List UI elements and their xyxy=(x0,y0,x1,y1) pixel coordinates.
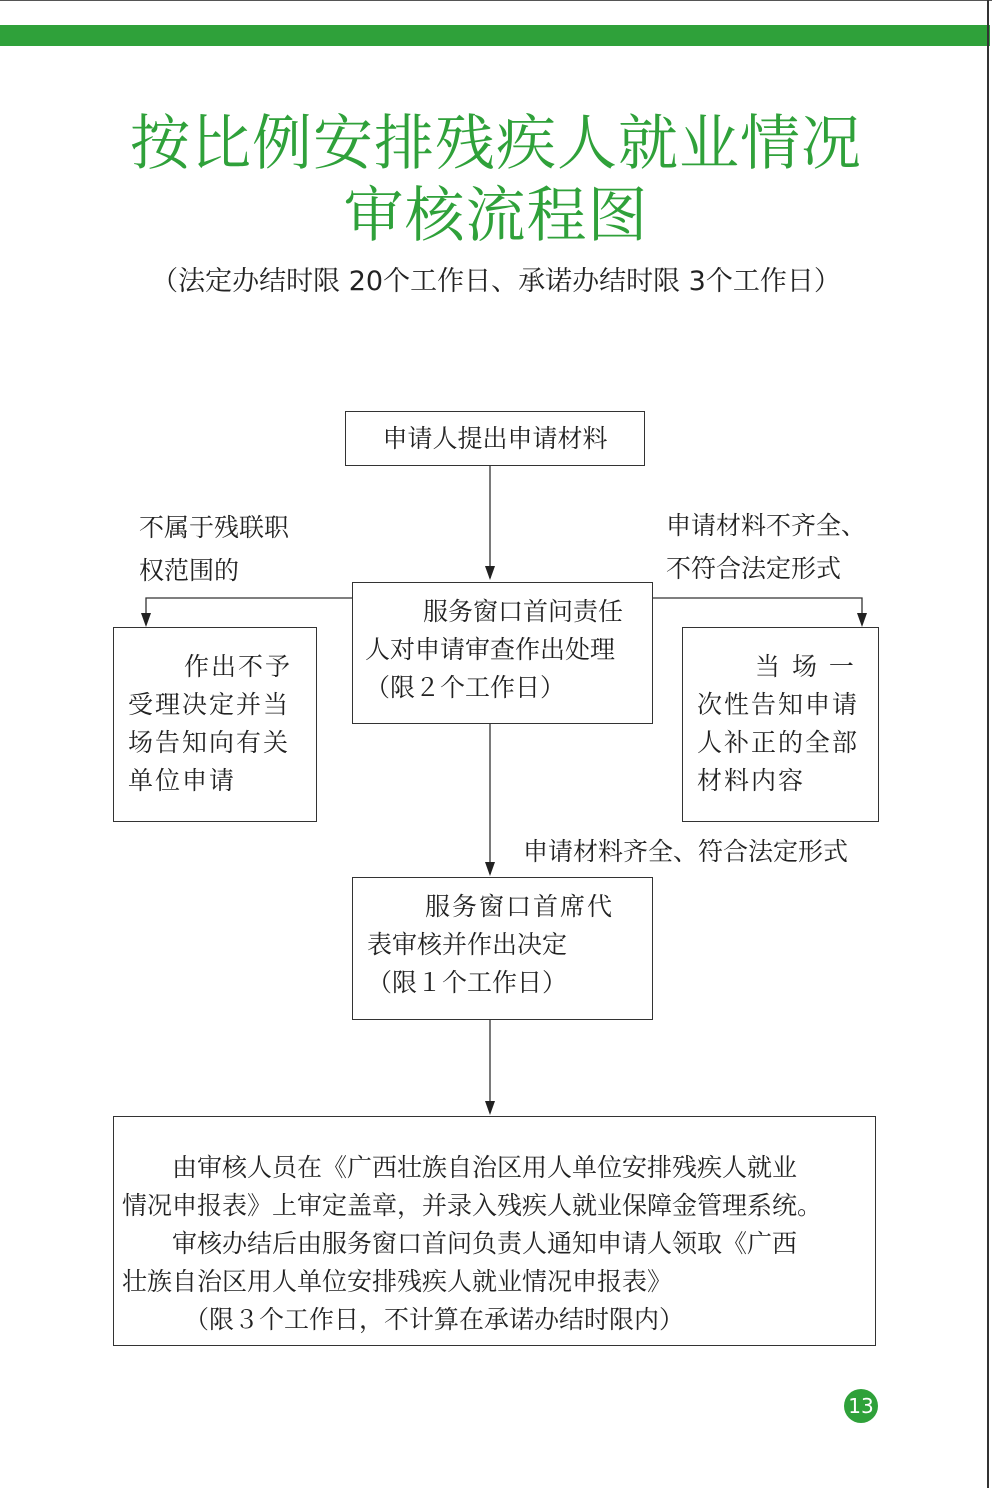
arrow-head-review xyxy=(485,566,495,580)
step-review-line: 人对申请审查作出处理 xyxy=(365,635,616,664)
branch-label-left-line: 权范围的 xyxy=(139,556,240,585)
step-decide-box xyxy=(352,877,653,1020)
branch-label-left-line: 不属于残联职 xyxy=(139,513,290,542)
step-review-box xyxy=(352,582,653,724)
connector-review-to-notify xyxy=(653,598,862,616)
step-notify-line: 人补正的全部 xyxy=(697,728,860,757)
step-final-line: （限３个工作日，不计算在承诺办结时限内） xyxy=(184,1305,685,1334)
page-title-line2: 审核流程图 xyxy=(343,181,649,251)
step-notify-line: 材料内容 xyxy=(697,766,806,795)
step-apply-text: 申请人提出申请材料 xyxy=(382,424,608,453)
step-reject-line: 作出不予 xyxy=(184,652,293,681)
page-title-line1: 按比例安排残疾人就业情况 xyxy=(130,109,862,179)
step-final-line: 壮族自治区用人单位安排残疾人就业情况申报表》 xyxy=(122,1267,673,1296)
step-final-box xyxy=(113,1116,876,1346)
step-decide-line: 表审核并作出决定 xyxy=(367,930,568,959)
step-notify-line: 次性告知申请 xyxy=(697,690,860,719)
branch-label-middle: 申请材料齐全、符合法定形式 xyxy=(523,837,849,866)
step-review-line: 服务窗口首问责任 xyxy=(423,597,624,626)
step-final-line: 由审核人员在《广西壮族自治区用人单位安排残疾人就业 xyxy=(172,1153,798,1182)
branch-label-left xyxy=(139,506,289,592)
branch-label-right-line: 不符合法定形式 xyxy=(666,554,842,583)
step-decide-line: 服务窗口首席代 xyxy=(425,892,615,921)
arrow-head-notify xyxy=(857,613,867,627)
step-notify-box xyxy=(682,627,879,822)
step-final-line: 审核办结后由服务窗口首问负责人通知申请人领取《广西 xyxy=(172,1229,798,1258)
page-number-badge: 13 xyxy=(844,1389,878,1423)
branch-label-right-line: 申请材料不齐全、 xyxy=(666,511,867,540)
arrow-head-final xyxy=(485,1101,495,1115)
step-decide-line: （限１个工作日） xyxy=(367,968,568,997)
step-final-line: 情况申报表》上审定盖章，并录入残疾人就业保障金管理系统。 xyxy=(122,1191,823,1220)
step-notify-line: 当 场 一 xyxy=(755,652,856,681)
step-reject-line: 场告知向有关 xyxy=(128,728,291,757)
step-reject-box xyxy=(113,627,317,822)
step-reject-line: 单位申请 xyxy=(128,766,237,795)
branch-label-right xyxy=(666,504,866,590)
step-review-line: （限２个工作日） xyxy=(365,673,566,702)
page-subtitle: （法定办结时限 20个工作日、承诺办结时限 3个工作日） xyxy=(151,266,841,297)
step-reject-line: 受理决定并当 xyxy=(128,690,291,719)
step-apply-box xyxy=(345,411,645,466)
arrow-head-decide xyxy=(485,862,495,876)
connector-review-to-reject xyxy=(146,598,352,616)
arrow-head-reject xyxy=(141,613,151,627)
